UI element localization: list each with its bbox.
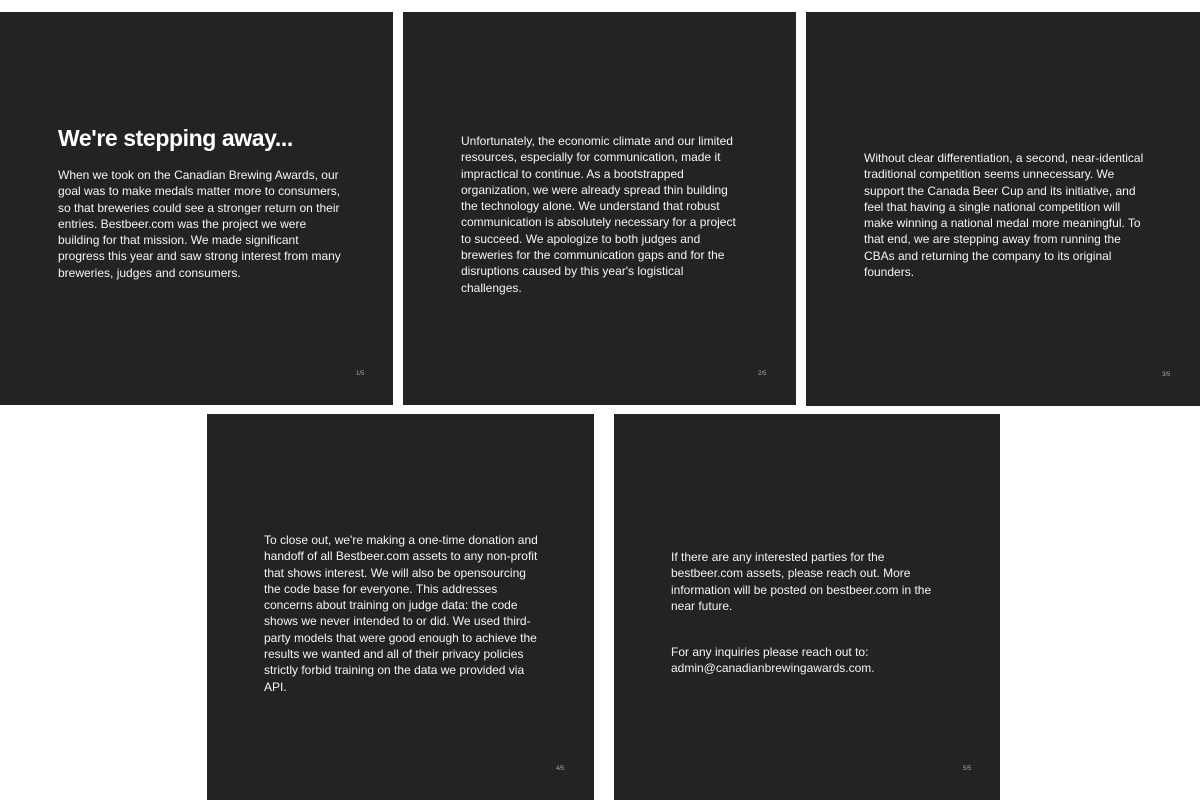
slide-5: [614, 414, 1000, 800]
slide-body-text: Without clear differentiation, a second, near-identical traditional competition seems unnecessary. We support the Canada Beer Cup and its initiative, and feel that having a single national competition will make winning a national medal more meaningful. To that end, we are stepping away from running the CBAs and returning the company to its original founders.: [864, 151, 1144, 280]
slide-body-text: When we took on the Canadian Brewing Awards, our goal was to make medals matter more to consumers, so that breweries could see a stronger return on their entries. Bestbeer.com was the project we were building for that mission. We made significant progress this year and saw strong interest from many breweries, judges and consumers.: [58, 168, 341, 280]
slide-title: We're stepping away...: [58, 125, 293, 151]
slide-body-text: To close out, we're making a one-time donation and handoff of all Bestbeer.com assets to any non-profit that shows interest. We will also be opensourcing the code base for everyone. This addresses concerns about training on judge data: the code shows we never intended to or did. We used third-party models that were good enough to achieve the results we wanted and all of their privacy policies strictly forbid training on the data we provided via API.: [264, 533, 538, 694]
slide-4: [207, 414, 594, 800]
page-number: 1/5: [356, 371, 365, 377]
slide-2: [403, 12, 796, 405]
slide-body-text: If there are any interested parties for the bestbeer.com assets, please reach out. More information will be posted on bestbeer.com in the near future.: [671, 550, 932, 613]
page-number: 4/5: [556, 766, 565, 772]
contact-text: For any inquiries please reach out to: admin@canadianbrewingawards.com.: [671, 645, 875, 676]
slide-3: [806, 12, 1200, 406]
page-number: 3/5: [1162, 372, 1171, 378]
page-number: 5/5: [963, 766, 972, 772]
slide-1: [0, 12, 393, 405]
slide-body-text: Unfortunately, the economic climate and our limited resources, especially for communication, made it impractical to continue. As a bootstrapped organization, we were already spread thin building the technology alone. We understand that robust communication is absolutely necessary for a project to succeed. We apologize to both judges and breweries for the communication gaps and for the disruptions caused by this year's logistical challenges.: [461, 134, 736, 295]
page-number: 2/5: [758, 371, 767, 377]
